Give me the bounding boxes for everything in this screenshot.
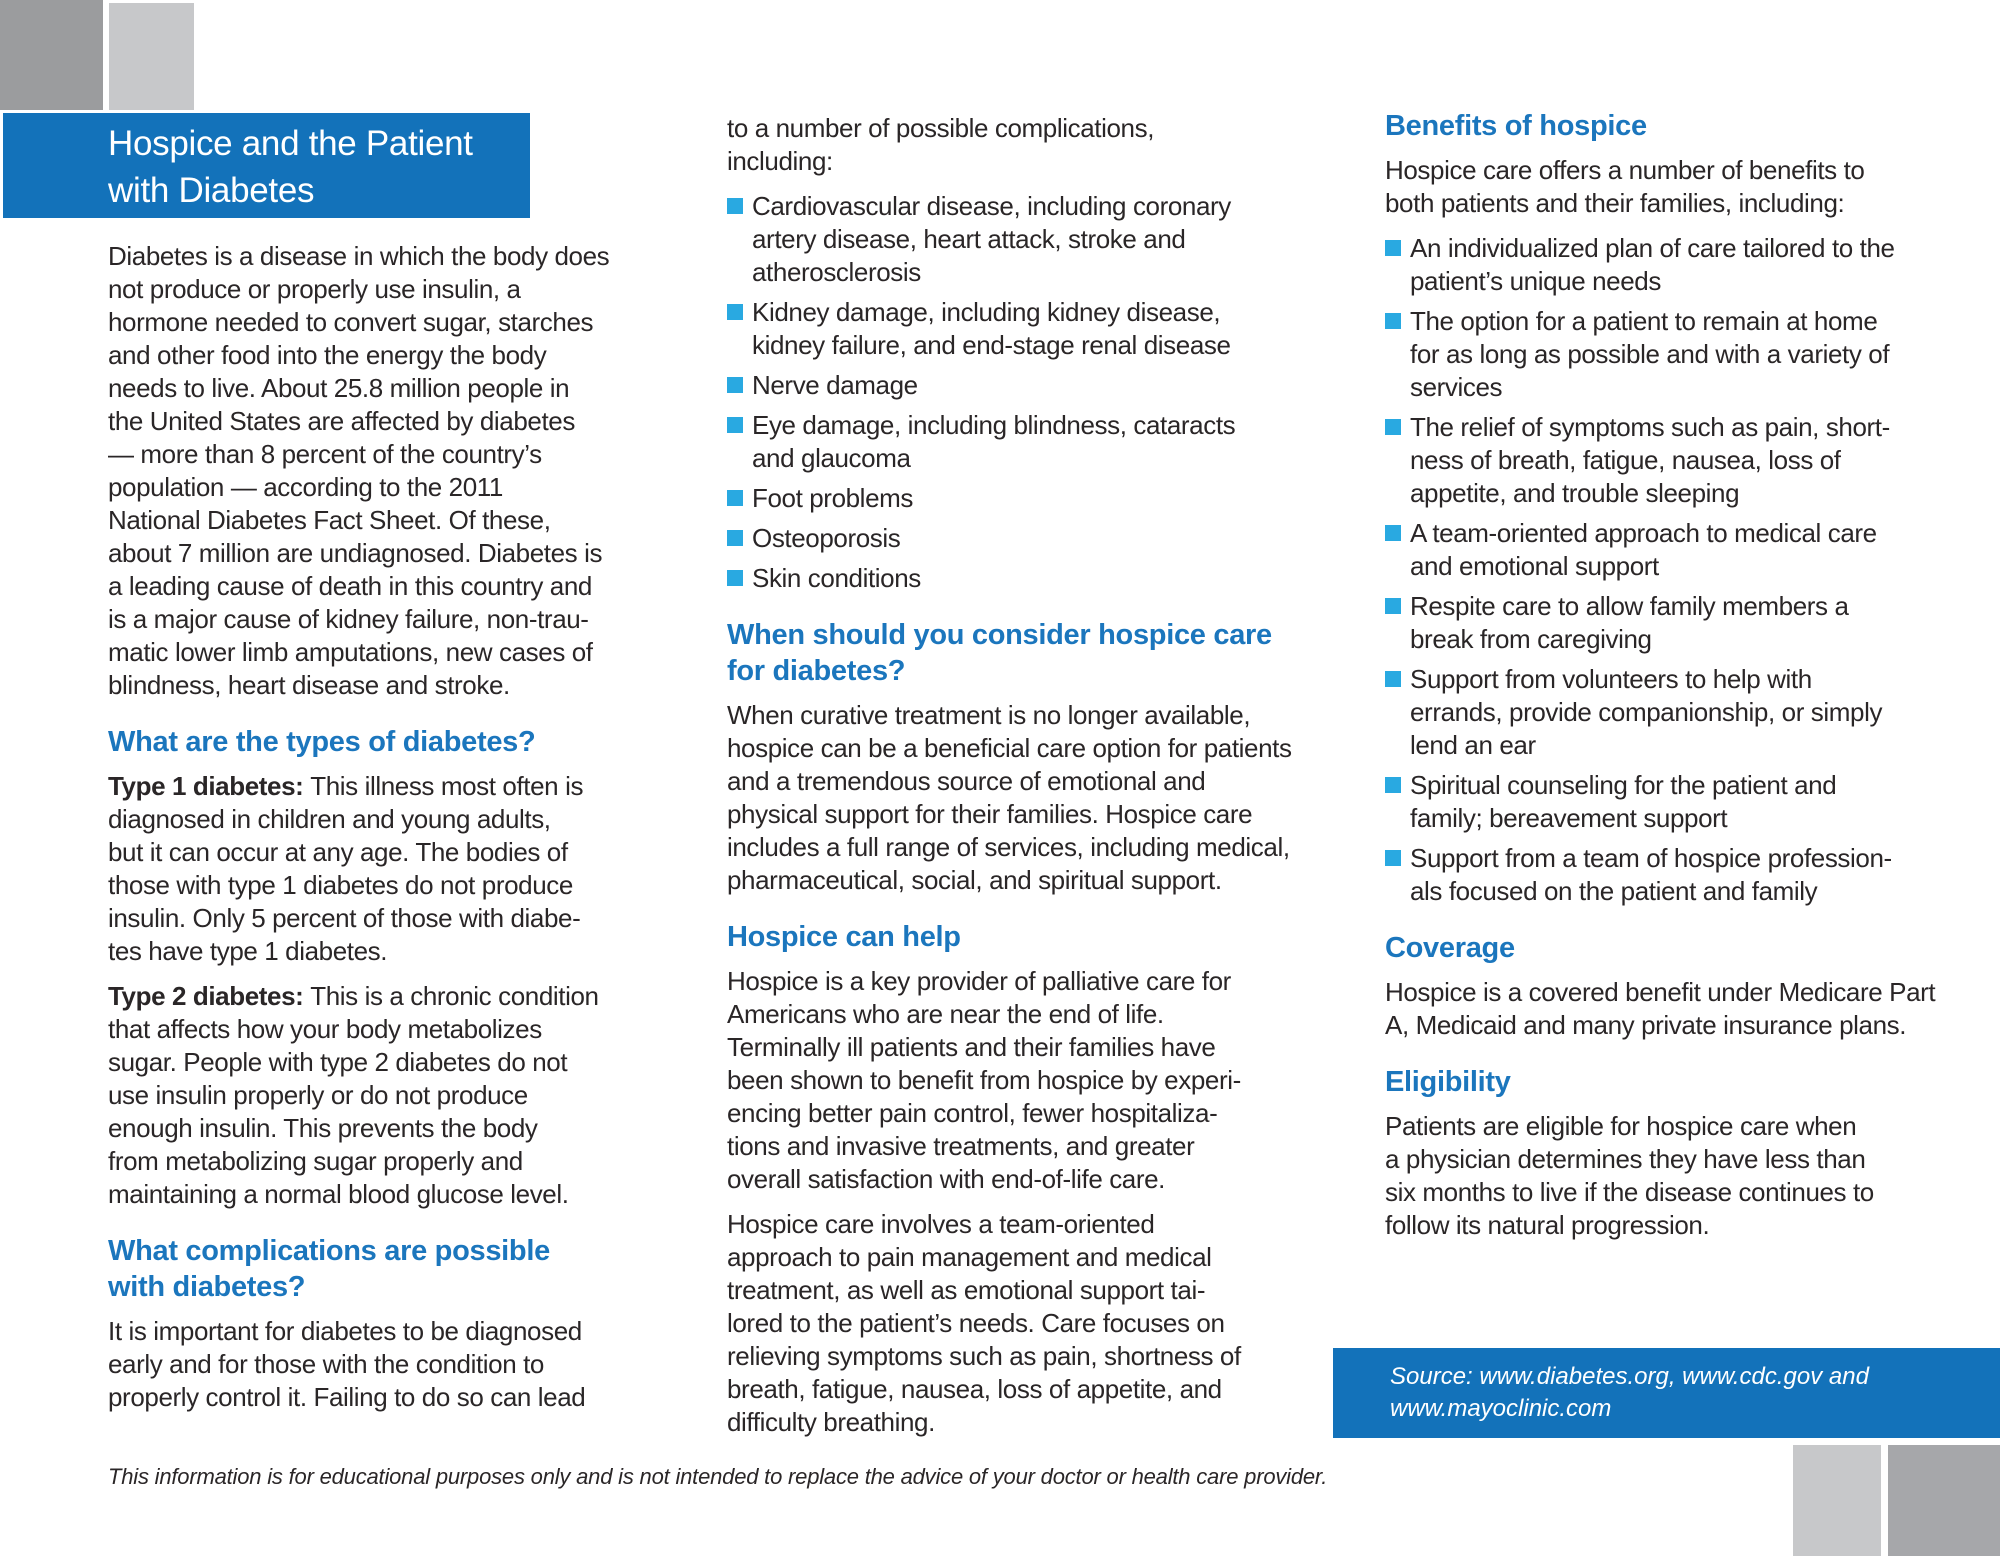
text-line: needs to live. About 25.8 million people in	[108, 373, 570, 403]
source-line-2: www.mayoclinic.com	[1390, 1395, 1612, 1422]
bullet-square-icon	[727, 377, 743, 393]
paragraph	[108, 980, 599, 1211]
bullet-list	[727, 190, 1279, 595]
text-line: population — according to the 2011	[108, 472, 503, 502]
text-line: and other food into the energy the body	[108, 340, 547, 370]
bullet-square-icon	[1385, 525, 1401, 541]
text-line: approach to pain management and medical	[727, 1242, 1212, 1272]
text-line: Hospice is a key provider of palliative care for	[727, 966, 1231, 996]
bold-lead: Type 2 diabetes:	[108, 981, 311, 1011]
text-line: A team-oriented approach to medical care	[1410, 518, 1877, 548]
text-line: Hospice is a covered benefit under Medicare Part	[1385, 977, 1936, 1007]
text-line: Respite care to allow family members a	[1410, 591, 1849, 621]
text-line: and emotional support	[1410, 551, 1659, 581]
text-line: lored to the patient’s needs. Care focuses on	[727, 1308, 1225, 1338]
text-line: tes have type 1 diabetes.	[108, 936, 388, 966]
bullet-item	[727, 482, 1279, 515]
paragraph	[1385, 154, 1935, 220]
bullet-square-icon	[1385, 850, 1401, 866]
bullet-square-icon	[1385, 777, 1401, 793]
page-title-line-2: with Diabetes	[108, 171, 315, 210]
text-line: When curative treatment is no longer available,	[727, 700, 1251, 730]
section-heading	[727, 617, 1279, 689]
text-line: Americans who are near the end of life.	[727, 999, 1164, 1029]
bullet-square-icon	[727, 417, 743, 433]
bullet-square-icon	[727, 570, 743, 586]
column-middle	[727, 112, 1292, 1451]
text-line: Osteoporosis	[752, 523, 901, 553]
text-line: been shown to benefit from hospice by experi-	[727, 1065, 1241, 1095]
text-line: The option for a patient to remain at home	[1410, 306, 1878, 336]
text-line: use insulin properly or do not produce	[108, 1080, 528, 1110]
text-line: Support from volunteers to help with	[1410, 664, 1812, 694]
text-line: Patients are eligible for hospice care when	[1385, 1111, 1857, 1141]
text-line: Kidney damage, including kidney disease,	[752, 297, 1221, 327]
text-line: Nerve damage	[752, 370, 918, 400]
bullet-text	[752, 562, 921, 595]
text-line: those with type 1 diabetes do not produce	[108, 870, 573, 900]
text-line: What are the types of diabetes?	[108, 726, 536, 758]
text-line: hospice can be a beneficial care option for patients	[727, 733, 1292, 763]
text-line: Skin conditions	[752, 563, 921, 593]
bullet-text	[1410, 305, 1889, 404]
bullet-square-icon	[727, 304, 743, 320]
text-line: National Diabetes Fact Sheet. Of these,	[108, 505, 551, 535]
text-line: Type 2 diabetes: This is a chronic condition	[108, 981, 599, 1011]
paragraph	[108, 1315, 586, 1414]
paragraph	[727, 112, 1279, 178]
text-line: A, Medicaid and many private insurance plans.	[1385, 1010, 1907, 1040]
page-title-line-1: Hospice and the Patient	[108, 124, 473, 163]
text-line: Diabetes is a disease in which the body does	[108, 241, 610, 271]
text-line: overall satisfaction with end-of-life care.	[727, 1164, 1166, 1194]
page-title	[108, 120, 473, 214]
section-heading	[1385, 1064, 1935, 1100]
corner-square-bottom-dark	[1888, 1445, 2000, 1556]
text-line: Terminally ill patients and their families have	[727, 1032, 1216, 1062]
text-line: atherosclerosis	[752, 257, 921, 287]
text-line: breath, fatigue, nausea, loss of appetite, and	[727, 1374, 1222, 1404]
text-line: Support from a team of hospice profession-	[1410, 843, 1892, 873]
text-line: matic lower limb amputations, new cases of	[108, 637, 593, 667]
bullet-square-icon	[1385, 313, 1401, 329]
text-line: Hospice care offers a number of benefits to	[1385, 155, 1865, 185]
text-line: from metabolizing sugar properly and	[108, 1146, 523, 1176]
bullet-text	[752, 296, 1231, 362]
corner-square-bottom-light	[1793, 1445, 1881, 1556]
text-line: physical support for their families. Hospice care	[727, 799, 1253, 829]
bullet-list	[1385, 232, 1935, 908]
text-line: difficulty breathing.	[727, 1407, 935, 1437]
text-line: What complications are possible	[108, 1235, 550, 1267]
text-line: Foot problems	[752, 483, 913, 513]
text-line: the United States are affected by diabetes	[108, 406, 575, 436]
text-line: blindness, heart disease and stroke.	[108, 670, 510, 700]
text-line: Eye damage, including blindness, cataracts	[752, 410, 1236, 440]
text-line: a physician determines they have less than	[1385, 1144, 1866, 1174]
text-line: insulin. Only 5 percent of those with diabe-	[108, 903, 581, 933]
text-line: and glaucoma	[752, 443, 911, 473]
text-line: follow its natural progression.	[1385, 1210, 1710, 1240]
bullet-item	[727, 562, 1279, 595]
bullet-text	[1410, 411, 1890, 510]
text-line: not produce or properly use insulin, a	[108, 274, 521, 304]
bullet-item	[1385, 232, 1935, 298]
bold-lead: Type 1 diabetes:	[108, 771, 311, 801]
text-line: to a number of possible complications,	[727, 113, 1155, 143]
text-line: Benefits of hospice	[1385, 110, 1647, 142]
section-heading	[1385, 930, 1935, 966]
text-line: pharmaceutical, social, and spiritual support.	[727, 865, 1222, 895]
disclaimer-text: This information is for educational purposes only and is not intended to replace the advice of your doctor or health care provider.	[108, 1464, 1328, 1489]
bullet-square-icon	[1385, 598, 1401, 614]
source-line-1: Source: www.diabetes.org, www.cdc.gov and	[1390, 1363, 1869, 1390]
text-line: Hospice can help	[727, 921, 961, 953]
text-line: encing better pain control, fewer hospitaliza-	[727, 1098, 1218, 1128]
section-heading	[727, 919, 1279, 955]
bullet-text	[1410, 517, 1877, 583]
bullet-item	[1385, 305, 1935, 404]
text-line: treatment, as well as emotional support tai-	[727, 1275, 1206, 1305]
text-line: sugar. People with type 2 diabetes do not	[108, 1047, 568, 1077]
text-line: errands, provide companionship, or simply	[1410, 697, 1883, 727]
section-heading	[108, 1233, 586, 1305]
text-line: lend an ear	[1410, 730, 1536, 760]
paragraph	[108, 240, 610, 702]
text-line: services	[1410, 372, 1503, 402]
text-line: properly control it. Failing to do so can lead	[108, 1382, 586, 1412]
bullet-item	[1385, 517, 1935, 583]
bullet-item	[1385, 663, 1935, 762]
paragraph	[1385, 1110, 1935, 1242]
bullet-text	[752, 190, 1231, 289]
bullet-item	[1385, 411, 1935, 510]
bullet-square-icon	[1385, 240, 1401, 256]
bullet-text	[752, 409, 1235, 475]
bullet-text	[1410, 842, 1892, 908]
bullet-text	[1410, 769, 1836, 835]
bullet-text	[752, 482, 913, 515]
bullet-item	[1385, 769, 1935, 835]
text-line: An individualized plan of care tailored to the	[1410, 233, 1895, 263]
paragraph	[108, 770, 586, 968]
text-line: It is important for diabetes to be diagnosed	[108, 1316, 582, 1346]
paragraph	[727, 1208, 1279, 1439]
paragraph	[1385, 976, 1935, 1042]
text-line: but it can occur at any age. The bodies of	[108, 837, 568, 867]
bullet-item	[727, 369, 1279, 402]
text-line: that affects how your body metabolizes	[108, 1014, 542, 1044]
bullet-text	[1410, 232, 1895, 298]
column-right	[1385, 108, 1935, 1254]
text-line: including:	[727, 146, 833, 176]
bullet-square-icon	[727, 198, 743, 214]
bullet-square-icon	[727, 490, 743, 506]
text-line: maintaining a normal blood glucose level.	[108, 1179, 569, 1209]
bullet-item	[727, 409, 1279, 475]
text-line: kidney failure, and end-stage renal disease	[752, 330, 1231, 360]
corner-square-top-dark	[0, 0, 103, 110]
bullet-square-icon	[1385, 671, 1401, 687]
text-line: for diabetes?	[727, 655, 906, 687]
text-line: early and for those with the condition to	[108, 1349, 544, 1379]
section-heading	[108, 724, 586, 760]
text-line: about 7 million are undiagnosed. Diabetes is	[108, 538, 603, 568]
text-line: relieving symptoms such as pain, shortness of	[727, 1341, 1241, 1371]
text-line: Type 1 diabetes: This illness most often is	[108, 771, 584, 801]
text-line: When should you consider hospice care	[727, 619, 1272, 651]
bullet-item	[727, 522, 1279, 555]
text-line: enough insulin. This prevents the body	[108, 1113, 538, 1143]
column-left	[108, 240, 610, 1426]
bullet-text	[1410, 590, 1849, 656]
text-line: includes a full range of services, including medical,	[727, 832, 1290, 862]
text-line: break from caregiving	[1410, 624, 1652, 654]
text-line: — more than 8 percent of the country’s	[108, 439, 542, 469]
text-line: both patients and their families, including:	[1385, 188, 1845, 218]
text-line: Spiritual counseling for the patient and	[1410, 770, 1837, 800]
text-line: tions and invasive treatments, and greater	[727, 1131, 1195, 1161]
paragraph	[727, 965, 1279, 1196]
text-line: a leading cause of death in this country and	[108, 571, 592, 601]
bullet-text	[752, 522, 900, 555]
text-line: artery disease, heart attack, stroke and	[752, 224, 1186, 254]
text-line: patient’s unique needs	[1410, 266, 1661, 296]
text-line: family; bereavement support	[1410, 803, 1728, 833]
text-line: and a tremendous source of emotional and	[727, 766, 1206, 796]
bullet-item	[727, 190, 1279, 289]
text-line: hormone needed to convert sugar, starches	[108, 307, 594, 337]
text-line: ness of breath, fatigue, nausea, loss of	[1410, 445, 1841, 475]
bullet-text	[752, 369, 918, 402]
corner-square-top-light	[109, 3, 194, 110]
section-heading	[1385, 108, 1935, 144]
paragraph	[727, 699, 1292, 897]
text-line: diagnosed in children and young adults,	[108, 804, 551, 834]
bullet-text	[1410, 663, 1882, 762]
bullet-square-icon	[727, 530, 743, 546]
text-line: als focused on the patient and family	[1410, 876, 1818, 906]
text-line: The relief of symptoms such as pain, short-	[1410, 412, 1890, 442]
text-line: appetite, and trouble sleeping	[1410, 478, 1740, 508]
text-line: is a major cause of kidney failure, non-trau-	[108, 604, 589, 634]
bullet-item	[1385, 590, 1935, 656]
source-box	[1333, 1348, 2000, 1438]
bullet-square-icon	[1385, 419, 1401, 435]
bullet-item	[727, 296, 1279, 362]
text-line: six months to live if the disease continues to	[1385, 1177, 1874, 1207]
title-banner	[3, 113, 530, 218]
text-line: Cardiovascular disease, including coronary	[752, 191, 1231, 221]
bullet-item	[1385, 842, 1935, 908]
text-line: for as long as possible and with a variety of	[1410, 339, 1890, 369]
text-line: Eligibility	[1385, 1066, 1511, 1098]
text-line: with diabetes?	[108, 1271, 306, 1303]
text-line: Hospice care involves a team-oriented	[727, 1209, 1155, 1239]
text-line: Coverage	[1385, 932, 1515, 964]
